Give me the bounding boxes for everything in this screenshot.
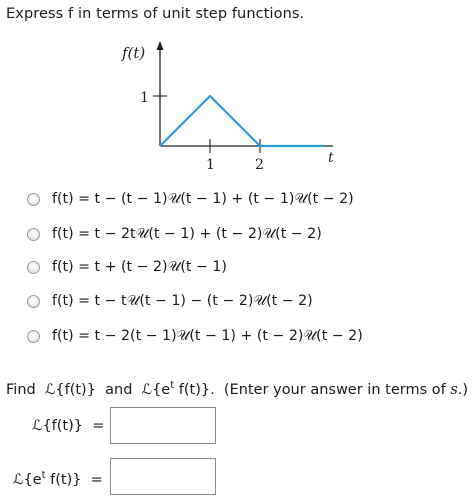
answer-2-label (13, 470, 103, 488)
option-3-label[interactable]: f(t) = t + (t − 2)𝒰(t − 1) (52, 259, 227, 275)
x-tick-label-2: 2 (255, 157, 264, 173)
answer-1-input[interactable] (110, 407, 216, 444)
option-3[interactable] (27, 256, 227, 278)
prompt-text: Express f in terms of unit step functions. (6, 6, 305, 22)
find-instruction (6, 380, 468, 398)
y-axis-arrow (157, 41, 164, 50)
find-middle: f(t)}. (Enter your answer in terms of (174, 382, 451, 398)
option-5[interactable] (27, 325, 363, 347)
option-2[interactable] (27, 223, 322, 245)
y-axis-label: f(t) (122, 44, 146, 62)
x-axis-label: t (328, 150, 334, 166)
answer-2-input[interactable] (110, 458, 216, 495)
option-1-label[interactable]: f(t) = t − (t − 1)𝒰(t − 1) + (t − 1)𝒰(t − 2) (52, 191, 354, 207)
option-5-radio[interactable] (27, 330, 40, 343)
option-5-label[interactable]: f(t) = t − 2(t − 1)𝒰(t − 1) + (t − 2)𝒰(t − 2) (52, 328, 363, 344)
find-exponent: t (170, 380, 175, 391)
option-4-radio[interactable] (27, 295, 40, 308)
find-suffix: .) (457, 382, 469, 398)
find-variable: s (450, 382, 458, 398)
option-2-radio[interactable] (27, 228, 40, 241)
answer-2-prefix: ℒ{e (13, 472, 42, 488)
x-tick-label-1: 1 (206, 157, 215, 173)
option-4[interactable] (27, 290, 313, 312)
answer-2-suffix: f(t)} = (45, 472, 103, 488)
answer-1-label: ℒ{f(t)} = (32, 418, 105, 434)
answer-2-exponent: t (41, 470, 46, 481)
option-3-radio[interactable] (27, 261, 40, 274)
question-prompt (6, 6, 304, 22)
option-1[interactable] (27, 188, 354, 210)
option-4-label[interactable]: f(t) = t − t𝒰(t − 1) − (t − 2)𝒰(t − 2) (52, 293, 313, 309)
y-tick-label: 1 (140, 90, 149, 106)
option-2-label[interactable]: f(t) = t − 2t𝒰(t − 1) + (t − 2)𝒰(t − 2) (52, 226, 322, 242)
option-1-radio[interactable] (27, 193, 40, 206)
find-prefix: Find ℒ{f(t)} and ℒ{e (6, 382, 171, 398)
step-function-graph (118, 36, 348, 186)
function-line (160, 96, 325, 146)
